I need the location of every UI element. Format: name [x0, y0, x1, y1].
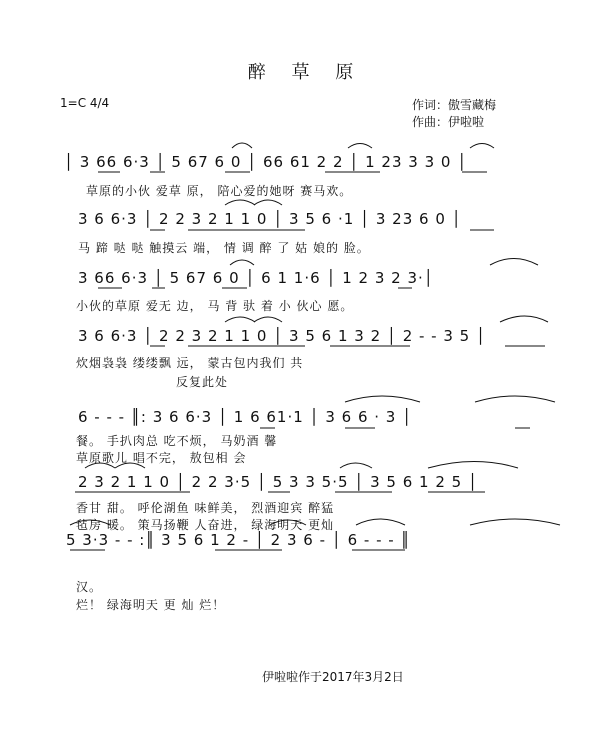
- key-time-signature: 1=C 4/4: [60, 96, 110, 110]
- notation-row-3: 3 66 6·3 │ 5 67 6 0 │ 6 1 1·6 │ 1 2 3 2 3·│: [78, 269, 434, 287]
- slur-mark: [356, 519, 405, 525]
- slur-mark: [348, 144, 372, 149]
- slur-mark: [470, 519, 560, 525]
- lyrics-row-6-verse-2: 毡房 暖。 策马扬鞭 人奋进， 绿海明天 更灿: [76, 518, 335, 532]
- slur-mark: [254, 200, 282, 205]
- slur-mark: [232, 143, 252, 148]
- slur-mark: [500, 316, 548, 322]
- slur-mark: [475, 396, 555, 402]
- lyrics-row-1: 草原的小伙 爱草 原， 陪心爱的她呀 赛马欢。: [86, 184, 353, 198]
- lyricist-credit: 作词：傲雪藏梅: [412, 98, 497, 112]
- song-title: 醉 草 原: [247, 62, 364, 83]
- notation-row-4: 3 6 6·3 │ 2 2 3 2 1 1 0 │ 3 5 6 1 3 2 │ 2 - - 3 5 │: [78, 327, 487, 345]
- lyrics-row-3: 小伙的草原 爱无 边， 马 背 驮 着 小 伙心 愿。: [76, 299, 354, 313]
- slur-mark: [254, 317, 282, 322]
- slur-mark: [490, 259, 538, 266]
- lyrics-note-repeat: 反复此处: [176, 375, 229, 389]
- slur-mark: [225, 200, 255, 205]
- footer-signature-date: 伊啦啦作于2017年3月2日: [262, 670, 404, 684]
- lyrics-row-4: 炊烟袅袅 缕缕飘 远， 蒙古包内我们 共: [76, 356, 304, 370]
- slur-mark: [428, 462, 518, 469]
- lyrics-row-7-verse-2: 烂！ 绿海明天 更 灿 烂！: [76, 598, 226, 612]
- lyrics-row-5-verse-2: 草原歌儿 唱不完， 敖包相 会: [76, 451, 247, 465]
- slur-mark: [470, 144, 494, 149]
- lyrics-row-6-verse-1: 香甘 甜。 呼伦湖鱼 味鲜美， 烈酒迎宾 醉猛: [76, 501, 335, 515]
- notation-row-7: 5 3·3 - - :║ 3 5 6 1 2 - │ 2 3 6 - │ 6 - - - ║: [66, 531, 411, 549]
- slur-mark: [225, 317, 255, 322]
- lyrics-row-2: 马 蹄 哒 哒 触摸云 端， 情 调 醉 了 姑 娘的 脸。: [78, 241, 370, 255]
- lyrics-row-5-verse-1: 餐。 手扒肉总 吃不烦， 马奶酒 馨: [76, 434, 278, 448]
- notation-row-2: 3 6 6·3 │ 2 2 3 2 1 1 0 │ 3 5 6 ·1 │ 3 23 6 0 │: [78, 210, 462, 228]
- slur-mark: [345, 396, 420, 402]
- lyrics-row-7-verse-1: 汉。: [76, 580, 103, 594]
- composer-credit: 作曲：伊啦啦: [412, 115, 485, 129]
- notation-row-1: │ 3 66 6·3 │ 5 67 6 0 │ 66 61 2 2 │ 1 23 3 3 0 │: [64, 153, 468, 171]
- notation-row-5: 6 - - - ║: 3 6 6·3 │ 1 6 61·1 │ 3 6 6 · 3 │: [78, 408, 413, 426]
- slur-mark: [340, 463, 372, 468]
- slur-mark: [230, 260, 254, 265]
- notation-row-6: 2 3 2 1 1 0 │ 2 2 3·5 │ 5 3 3 5·5 │ 3 5 6 1 2 5 │: [78, 473, 478, 491]
